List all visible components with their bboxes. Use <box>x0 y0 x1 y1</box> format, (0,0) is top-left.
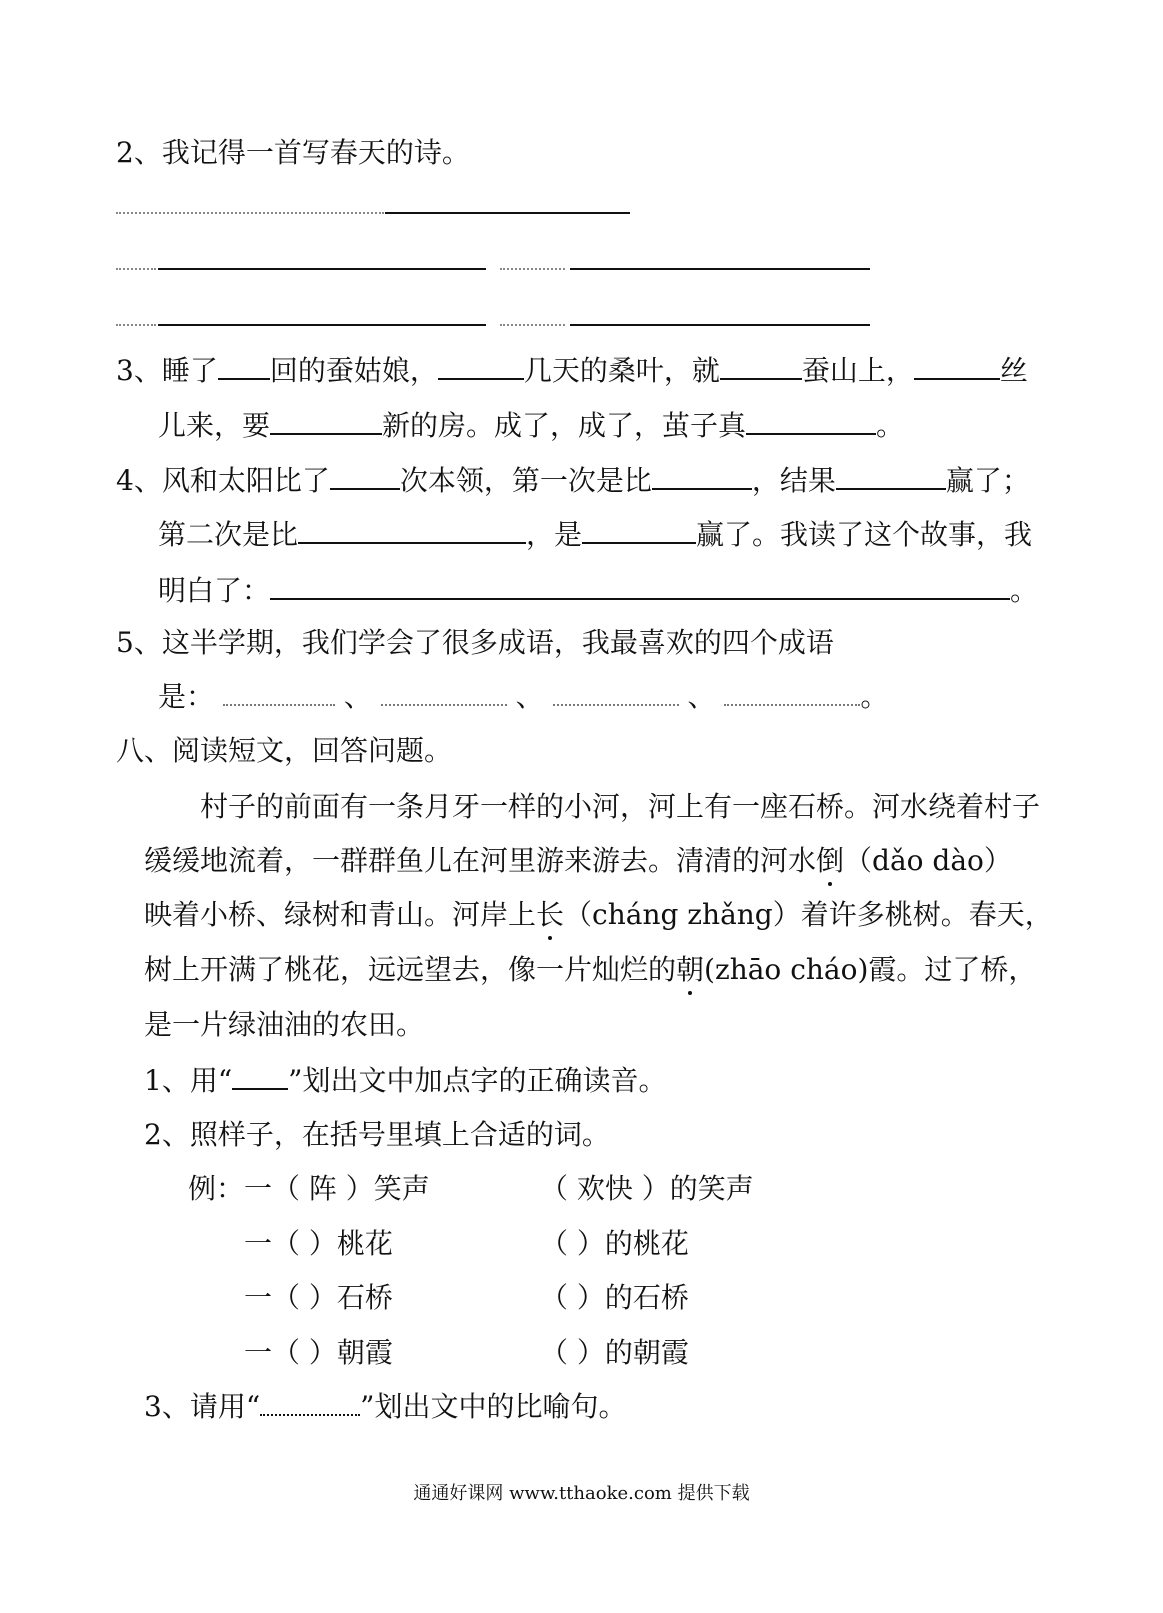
blank[interactable] <box>582 516 696 544</box>
question-3-line-1: 3、睡了 回的蚕姑娘， 几天的桑叶，就 蚕山上， 丝 <box>116 354 1028 387</box>
blank[interactable] <box>652 462 752 490</box>
blank[interactable] <box>270 407 382 435</box>
sub-question-1: 1、用“ ”划出文中加点字的正确读音。 <box>144 1064 667 1097</box>
question-4-line-2: 第二次是比 ，是 赢了。我读了这个故事，我 <box>158 518 1033 551</box>
fill-row-left[interactable]: 一（ ）桃花 <box>244 1227 393 1260</box>
fill-row-left[interactable]: 一（ ）朝霞 <box>244 1336 393 1369</box>
blank[interactable] <box>298 516 526 544</box>
question-5-line-1: 5、这半学期，我们学会了很多成语，我最喜欢的四个成语 <box>116 626 834 659</box>
dotted-guide <box>500 324 565 326</box>
dotted-guide <box>116 212 384 214</box>
blank[interactable] <box>270 572 1010 600</box>
passage-line-4: 树上开满了桃花，远远望去，像一片灿烂的朝(zhāo cháo)霞。过了桥， <box>144 953 1037 986</box>
poem-line-3a[interactable] <box>158 324 486 326</box>
dotted-guide <box>116 324 156 326</box>
dotted-character: 朝 <box>676 953 705 986</box>
passage-line-2: 缓缓地流着，一群群鱼儿在河里游来游去。清清的河水倒（dǎo dào） <box>144 844 1012 877</box>
blank[interactable] <box>438 352 524 380</box>
dotted-character: 长 <box>536 898 565 931</box>
example-left: 一（ 阵 ）笑声 <box>244 1172 430 1205</box>
passage-line-5: 是一片绿油油的农田。 <box>144 1008 425 1041</box>
fill-row-right[interactable]: （ ）的朝霞 <box>540 1336 689 1369</box>
fill-row-left[interactable]: 一（ ）石桥 <box>244 1281 393 1314</box>
blank[interactable] <box>836 462 946 490</box>
question-2-title: 2、我记得一首写春天的诗。 <box>116 136 470 169</box>
question-3-line-2: 儿来，要 新的房。成了，成了，茧子真 。 <box>158 409 905 442</box>
section-8-title: 八、阅读短文，回答问题。 <box>116 734 453 767</box>
underline-sample <box>232 1062 288 1090</box>
dotted-guide <box>116 268 156 270</box>
question-4-line-1: 4、风和太阳比了 次本领，第一次是比 ，结果 赢了； <box>116 464 1030 497</box>
blank[interactable] <box>330 462 400 490</box>
idiom-blank-1[interactable] <box>223 682 335 706</box>
question-5-line-2: 是： 、 、 、 。 <box>158 680 889 713</box>
poem-line-2a[interactable] <box>158 268 486 270</box>
poem-line-2b[interactable] <box>570 268 870 270</box>
example-right: （ 欢快 ）的笑声 <box>540 1172 754 1205</box>
poem-line-1[interactable] <box>385 212 630 214</box>
dotted-character: 倒 <box>816 844 845 877</box>
passage-line-3: 映着小桥、绿树和青山。河岸上长（cháng zhǎng）着许多桃树。春天， <box>144 898 1053 931</box>
passage-line-1: 村子的前面有一条月牙一样的小河，河上有一座石桥。河水绕着村子 <box>200 790 1041 823</box>
blank[interactable] <box>218 352 270 380</box>
question-4-line-3: 明白了： 。 <box>158 574 1039 607</box>
sub-question-2: 2、照样子，在括号里填上合适的词。 <box>144 1118 610 1151</box>
idiom-blank-4[interactable] <box>724 682 860 706</box>
poem-line-3b[interactable] <box>570 324 870 326</box>
blank[interactable] <box>914 352 1000 380</box>
idiom-blank-3[interactable] <box>553 682 679 706</box>
fill-row-right[interactable]: （ ）的桃花 <box>540 1227 689 1260</box>
wavy-underline-sample <box>260 1394 360 1416</box>
blank[interactable] <box>746 407 876 435</box>
idiom-blank-2[interactable] <box>381 682 507 706</box>
example-label: 例： <box>188 1172 245 1205</box>
fill-row-right[interactable]: （ ）的石桥 <box>540 1281 689 1314</box>
dotted-guide <box>500 268 565 270</box>
sub-question-3: 3、请用“ ”划出文中的比喻句。 <box>144 1390 627 1423</box>
blank[interactable] <box>720 352 802 380</box>
footer-credit: 通通好课网 www.tthaoke.com 提供下载 <box>413 1483 750 1504</box>
